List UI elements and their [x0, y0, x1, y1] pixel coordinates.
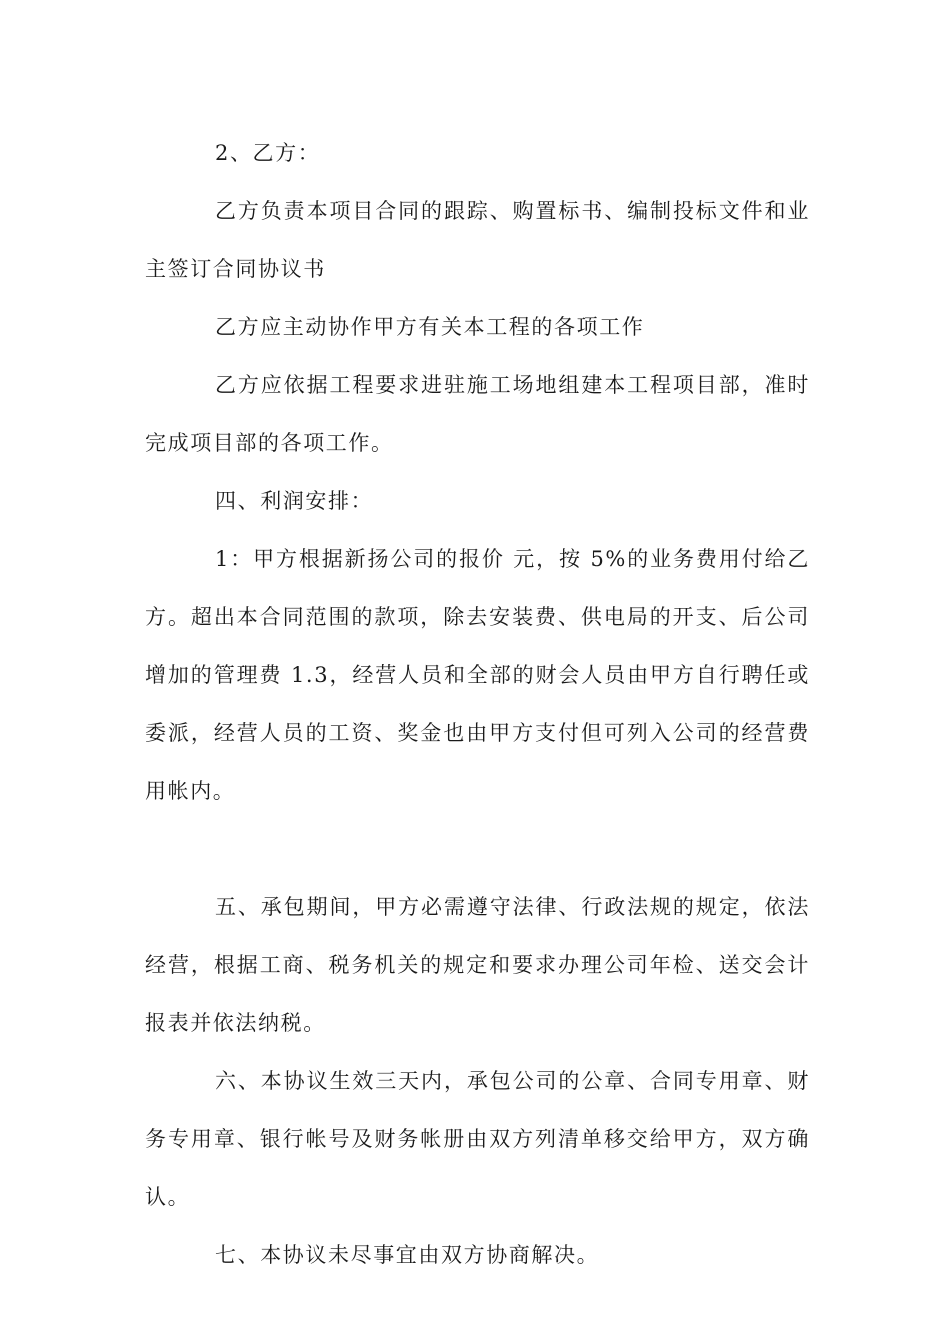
paragraph-gap — [145, 820, 810, 878]
paragraph-party-b-duty-3: 乙方应依据工程要求进驻施工场地组建本工程项目部，准时完成项目部的各项工作。 — [145, 373, 810, 455]
paragraph-section-7: 七、本协议未尽事宜由双方协商解决。 — [215, 1243, 600, 1267]
paragraph-profit-1: 1：甲方根据新扬公司的报价 元，按 5%的业务费用付给乙方。超出本合同范围的款项，除去安装费、供电局的开支、后公司增加的管理费 1.3，经营人员和全部的财会人员由甲方自行聘任或委派，经营人员的工资、奖金也由甲方支付但可列入公司的经营费用帐内。 — [145, 547, 810, 803]
section-heading-party-b: 2、乙方： — [215, 141, 321, 165]
document-body — [145, 124, 810, 1284]
paragraph-party-b-duty-2: 乙方应主动协作甲方有关本工程的各项工作 — [215, 315, 645, 339]
paragraph-section-5: 五、承包期间，甲方必需遵守法律、行政法规的规定，依法经营，根据工商、税务机关的规定和要求办理公司年检、送交会计报表并依法纳税。 — [145, 895, 810, 1035]
section-heading-profit: 四、利润安排： — [215, 489, 374, 513]
paragraph-party-b-duty-1: 乙方负责本项目合同的跟踪、购置标书、编制投标文件和业主签订合同协议书 — [145, 199, 810, 281]
paragraph-section-6: 六、本协议生效三天内，承包公司的公章、合同专用章、财务专用章、银行帐号及财务帐册由双方列清单移交给甲方，双方确认。 — [145, 1069, 810, 1209]
